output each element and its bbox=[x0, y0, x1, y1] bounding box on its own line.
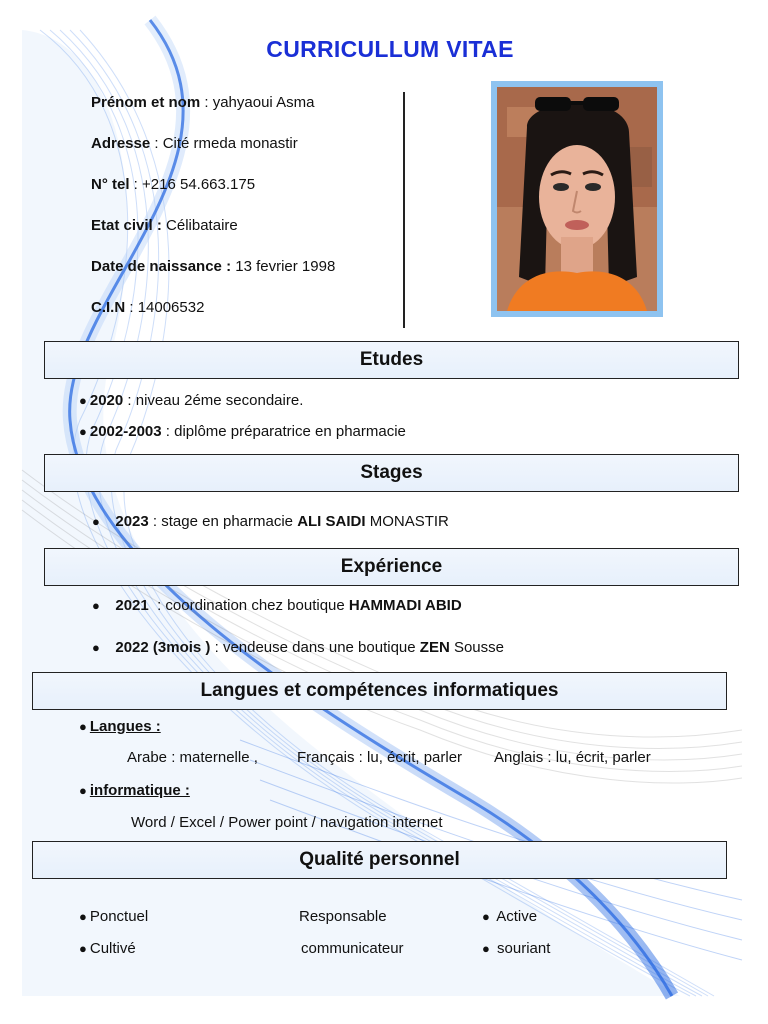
bullet-icon: ● bbox=[79, 941, 87, 956]
bullet-icon: ● bbox=[79, 783, 87, 798]
informatique-heading bbox=[79, 782, 190, 799]
etudes-item-1: ● 2020 : niveau 2éme secondaire. bbox=[79, 392, 304, 409]
bullet-icon: ● bbox=[79, 424, 87, 439]
qualite-text: souriant bbox=[497, 940, 551, 957]
info-birth-value: 13 fevrier 1998 bbox=[235, 258, 336, 275]
section-qualite: Qualité personnel bbox=[32, 841, 727, 879]
experience-bold: ZEN bbox=[419, 639, 450, 656]
info-civil-label: Etat civil : bbox=[91, 217, 162, 234]
bullet-icon: ● bbox=[482, 941, 490, 956]
qualite-text: Ponctuel bbox=[89, 908, 149, 925]
info-name: Prénom et nom : yahyaoui Asma bbox=[91, 94, 315, 111]
bullet-icon: ● bbox=[92, 640, 100, 655]
info-cin: C.I.N : 14006532 bbox=[91, 299, 205, 316]
qualite-item bbox=[482, 940, 550, 957]
experience-text: coordination chez boutique bbox=[165, 597, 345, 614]
bullet-icon: ● bbox=[79, 719, 87, 734]
experience-text: vendeuse dans une boutique bbox=[222, 639, 416, 656]
stages-item-1: ● 2023 : stage en pharmacie ALI SAIDI MONASTIR bbox=[92, 513, 449, 530]
informatique-value: Word / Excel / Power point / navigation internet bbox=[131, 814, 443, 831]
experience-year: 2021 bbox=[115, 597, 149, 614]
etudes-year: 2020 bbox=[89, 392, 124, 409]
vertical-divider bbox=[403, 92, 405, 328]
stages-year: 2023 bbox=[115, 513, 149, 530]
info-phone-label: N° tel bbox=[91, 176, 130, 193]
info-name-value: yahyaoui Asma bbox=[212, 94, 315, 111]
experience-year: 2022 (3mois ) bbox=[115, 639, 211, 656]
qualite-item: communicateur bbox=[301, 940, 404, 957]
qualite-item bbox=[79, 940, 136, 957]
langues-heading bbox=[79, 718, 161, 735]
info-address-label: Adresse bbox=[91, 135, 151, 152]
section-experience: Expérience bbox=[44, 548, 739, 586]
informatique-label: informatique : bbox=[89, 782, 190, 799]
langues-label: Langues : bbox=[89, 718, 161, 735]
info-civil bbox=[91, 217, 238, 234]
langue-anglais: Anglais : lu, écrit, parler bbox=[494, 749, 651, 766]
experience-after: Sousse bbox=[453, 639, 504, 656]
section-stages: Stages bbox=[44, 454, 739, 492]
section-etudes: Etudes bbox=[44, 341, 739, 379]
profile-photo bbox=[491, 81, 663, 317]
info-cin-label: C.I.N bbox=[91, 299, 126, 316]
stages-text: stage en pharmacie bbox=[161, 513, 294, 530]
info-birth bbox=[91, 258, 335, 275]
bullet-icon: ● bbox=[92, 514, 100, 529]
cv-title: CURRICULLUM VITAE bbox=[266, 36, 514, 62]
section-langues-informatique: Langues et compétences informatiques bbox=[32, 672, 727, 710]
qualite-item bbox=[482, 908, 537, 925]
bullet-icon: ● bbox=[482, 909, 490, 924]
etudes-year: 2002-2003 bbox=[89, 423, 162, 440]
qualite-item bbox=[79, 908, 148, 925]
bullet-icon: ● bbox=[79, 393, 87, 408]
info-address: Adresse : Cité rmeda monastir bbox=[91, 135, 298, 152]
experience-item-2: ● 2022 (3mois ) : vendeuse dans une boutique ZEN Sousse bbox=[92, 639, 504, 656]
etudes-item-2: ● 2002-2003 : diplôme préparatrice en pharmacie bbox=[79, 423, 406, 440]
qualite-item: Responsable bbox=[299, 908, 387, 925]
bullet-icon: ● bbox=[79, 909, 87, 924]
experience-bold: HAMMADI ABID bbox=[348, 597, 462, 614]
info-birth-label: Date de naissance : bbox=[91, 258, 232, 275]
info-name-label: Prénom et nom bbox=[91, 94, 201, 111]
etudes-text: niveau 2éme secondaire. bbox=[135, 392, 304, 409]
bullet-icon: ● bbox=[92, 598, 100, 613]
info-civil-value: Célibataire bbox=[166, 217, 238, 234]
experience-item-1: ● 2021 : coordination chez boutique HAMMADI ABID bbox=[92, 597, 462, 614]
stages-after: MONASTIR bbox=[369, 513, 449, 530]
info-address-value: Cité rmeda monastir bbox=[162, 135, 298, 152]
etudes-text: diplôme préparatrice en pharmacie bbox=[174, 423, 406, 440]
portrait-illustration bbox=[497, 87, 657, 311]
qualite-text: Cultivé bbox=[89, 940, 136, 957]
info-cin-value: 14006532 bbox=[137, 299, 205, 316]
info-phone: N° tel : +216 54.663.175 bbox=[91, 176, 256, 193]
info-phone-value: +216 54.663.175 bbox=[142, 176, 256, 193]
langue-francais: Français : lu, écrit, parler bbox=[297, 749, 463, 766]
stages-bold: ALI SAIDI bbox=[297, 513, 366, 530]
qualite-text: Active bbox=[496, 908, 538, 925]
langue-arabe: Arabe : maternelle , bbox=[127, 749, 258, 766]
